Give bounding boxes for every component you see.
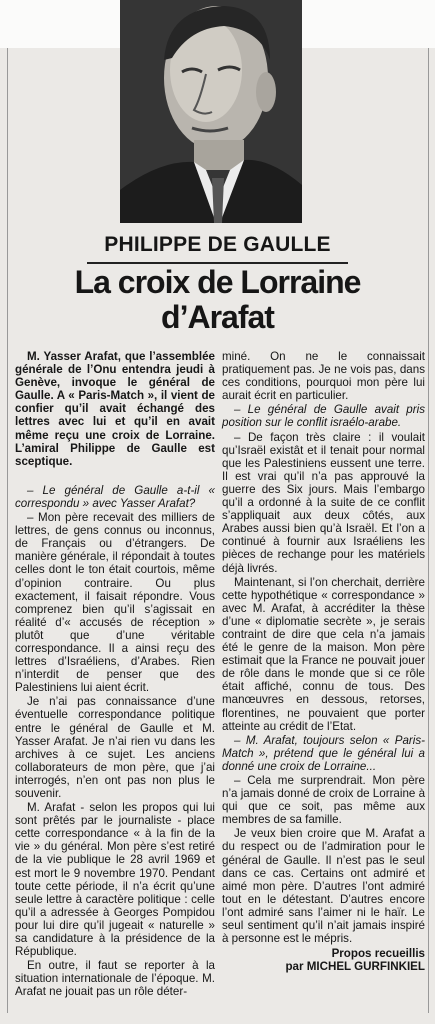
body-paragraph: En outre, il faut se reporter à la situation internationale de l’époque. M. Arafat ne jouait pas un rôle déter- bbox=[15, 959, 215, 999]
body-paragraph: – De façon très claire : il voulait qu’Israël existât et il tenait pour normal que les Palestiniens eussent une terre. Il est vrai qu’il n’a pas approuvé la guerre des Six jours. Mais l’embargo qu’il a ordonné à la suite de ce conflit s’appliquait aux deux côtés, aux Arabes aussi bien qu’à Israël. Et l’on a continué à fournir aux Israéliens les pièces de rechange pour les matériels déjà livrés. bbox=[222, 430, 425, 575]
body-paragraph: Je veux bien croire que M. Arafat a du respect ou de l’admiration pour le général de Gaulle. Il n’est pas le seul dans ce cas. Certains ont admiré et aimé mon père. D’autres l’ont admiré tout en le détestant. D’autres encore l’ont admiré sans l’aimer ni le haïr. Le seul sentiment qu’il n’ait jamais inspiré à personne est le mépris. bbox=[222, 827, 425, 946]
byline bbox=[222, 947, 425, 973]
right-border-rule bbox=[428, 48, 429, 1013]
title-line-2: d’Arafat bbox=[161, 299, 274, 335]
byline-line-2: par MICHEL GURFINKIEL bbox=[285, 960, 425, 974]
right-column bbox=[222, 350, 425, 973]
kicker-headline: PHILIPPE DE GAULLE bbox=[104, 233, 331, 256]
portrait-photo bbox=[120, 0, 302, 223]
left-column bbox=[15, 350, 215, 1000]
left-border-rule bbox=[7, 48, 8, 1013]
body-paragraph: Je n’ai pas connaissance d’une éventuelle correspondance politique entre le général de Gaulle et M. Yasser Arafat. Je n’ai rien vu dans les archives à ce sujet. Les anciens collaborateurs de mon père, que j’ai interrogés, n’en ont pas non plus le souvenir. bbox=[15, 695, 215, 800]
portrait-illustration bbox=[120, 0, 302, 223]
question-paragraph: – Le général de Gaulle a-t-il « correspondu » avec Yasser Arafat? bbox=[15, 483, 215, 510]
question-paragraph: – M. Arafat, toujours selon « Paris-Match », prétend que le général lui a donné une croix de Lorraine... bbox=[222, 733, 425, 773]
body-paragraph: M. Arafat - selon les propos qui lui sont prêtés par le journaliste - place cette correspondance « à la fin de la vie » du général. Mon père s’est retiré de la vie publique le 28 avril 1969 et est mort le 9 novembre 1970. Pendant toute cette période, il n’a écrit qu’une seule lettre à caractère politique : celle qu’il a adressée à Georges Pompidou pour lui dire qu’il jugeait « naturelle » sa candidature à la présidence de la République. bbox=[15, 801, 215, 959]
question-paragraph: – Le général de Gaulle avait pris position sur le conflit israélo-arabe. bbox=[222, 403, 425, 430]
lede-paragraph: M. Yasser Arafat, que l’assemblée générale de l’Onu entendra jeudi à Genève, invoque le général de Gaulle. A « Paris-Match », il vient de confier qu’il avait échangé des lettres avec lui et qu’il en avait même reçu une croix de Lorraine. L’amiral Philippe de Gaulle est sceptique. bbox=[15, 350, 215, 468]
body-paragraph: miné. On ne le connaissait pratiquement pas. Je ne vois pas, dans ces conditions, pourquoi mon père lui aurait écrit en particulier. bbox=[222, 350, 425, 403]
body-paragraph: – Mon père recevait des milliers de lettres, de gens connus ou inconnus, de Français ou d’étrangers. De manière générale, il répondait à toutes celles dont le ton était courtois, même d’opinion contraire. Ou plus exactement, il faisait répondre. Vous comprenez bien qu’il s’agissait en réalité d’« accusés de réception » plutôt que d’une véritable correspondance. Il a ainsi reçu des lettres d’Israéliens, d’Arabes. Rien n’interdit de penser que des Palestiniens lui aient écrit. bbox=[15, 511, 215, 695]
title-line-1: La croix de Lorraine bbox=[74, 264, 361, 300]
body-paragraph: – Cela me surprendrait. Mon père n’a jamais donné de croix de Lorraine à qui que ce soit, pas même aux membres de sa famille. bbox=[222, 774, 426, 827]
byline-line-1: Propos recueillis bbox=[331, 947, 425, 961]
article-title bbox=[0, 265, 435, 335]
body-paragraph: Maintenant, si l’on cherchait, derrière cette hypothétique « correspondance » avec M. Arafat, à accréditer la thèse d’une « diplomatie secrète », je serais contraint de dire que cela n’a jamais été le genre de la maison. Mon père estimait que la France ne pouvait jouer de rôle dans le monde que si ce rôle était affiché, connu de tous. Des manœuvres en dessous, retorses, florentines, ne pouvaient que porter atteinte au crédit de l’Etat. bbox=[222, 575, 425, 733]
